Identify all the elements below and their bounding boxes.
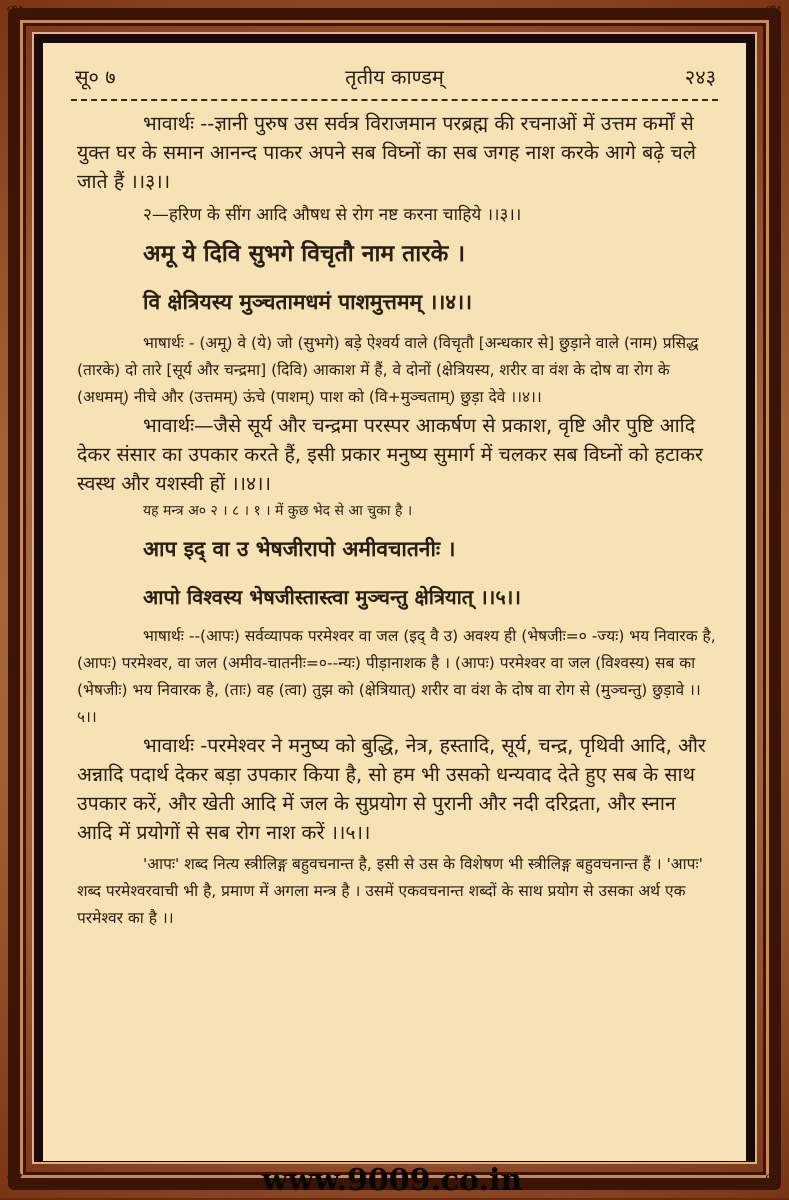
page-title: तृतीय काण्डम् — [345, 65, 444, 89]
grammar-note: 'आपः' शब्द नित्य स्त्रीलिङ्ग बहुवचनान्त है, इसी से उस के विशेषण भी स्त्रीलिङ्ग बहुवचनान्त हैं । 'आपः' शब्द परमेश्वरवाची भी है, प्रमाण में अगला मन्त्र है । उसमें एकवचनान्त शब्दों के साथ प्रयोग से उसका अर्थ एक परमेश्वर का है ।। — [77, 855, 703, 927]
footer-url — [0, 1164, 789, 1198]
reference-note: यह मन्त्र अ० २ । ८ । १ । में कुछ भेद से आ चुका है । — [143, 503, 413, 519]
sukta-number: सू० ७ — [75, 65, 116, 89]
mantra-line: अमू ये दिवि सुभगे विचृतौ नाम तारके । — [143, 240, 466, 267]
page-body — [77, 109, 716, 932]
bhavartha-paragraph: भावार्थः --ज्ञानी पुरुष उस सर्वत्र विराजमान परब्रह्म की रचनाओं में उत्तम कर्मों से युक्त घर के समान आनन्द पाकर अपने सब विघ्नों का सब जगह नाश करके आगे बढ़े चले जाते हैं ।।३।। — [77, 112, 697, 193]
scroll-ornament-icon: ❦ — [6, 2, 25, 27]
mantra-line: वि क्षेत्रियस्य मुञ्चतामधमं पाशमुत्तमम् ।।४।। — [143, 289, 473, 314]
mantra-line: आप इद् वा उ भेषजीरापो अमीवचातनीः । — [143, 536, 456, 561]
scroll-ornament-icon: ❦ — [764, 2, 783, 27]
bhasharth-paragraph: भाषार्थः --(आपः) सर्वव्यापक परमेश्वर वा जल (इद् वै उ) अवश्य ही (भेषजीः=० -ज्यः) भय निवारक है, (आपः) परमेश्वर, वा जल (अमीव-चातनीः=०--न्यः) पीड़ानाशक है । (आपः) परमेश्वर वा जल (विश्वस्य) सब का (भेषजीः) भय निवारक है, (ताः) वह (त्वा) तुझ को (क्षेत्रियात्) शरीर वा वंश के दोष वा रोग से (मुञ्चन्तु) छुड़ावे ।।५।। — [77, 627, 716, 726]
page-header — [69, 59, 720, 93]
header-divider — [71, 99, 718, 101]
book-page — [43, 43, 746, 1161]
bhavartha-paragraph: भावार्थः -परमेश्वर ने मनुष्य को बुद्धि, नेत्र, हस्तादि, सूर्य, चन्द्र, पृथिवी आदि, और अन्नादि पदार्थ देकर बड़ा उपकार किया है, सो हम भी उसको धन्यवाद देते हुए सब के साथ उपकार करें, और खेती आदि में जल के सुप्रयोग से पुरानी और नदी दरिद्रता, और स्नान आदि में प्रयोगों से सब रोग नाश करें ।।५।। — [77, 734, 706, 844]
website-url: www.9009.co.in — [262, 1163, 523, 1198]
topic-note: २—हरिण के सींग आदि औषध से रोग नष्ट करना चाहिये ।।३।। — [143, 205, 522, 225]
bhavartha-paragraph: भावार्थः—जैसे सूर्य और चन्द्रमा परस्पर आकर्षण से प्रकाश, वृष्टि और पुष्टि आदि देकर संसार का उपकार करते हैं, इसी प्रकार मनुष्य सुमार्ग में चलकर सब विघ्नों को हटाकर स्वस्थ और यशस्वी हों ।।४।। — [77, 414, 703, 495]
mantra-line: आपो विश्वस्य भेषजीस्तास्त्वा मुञ्चन्तु क्षेत्रियात् ।।५।। — [143, 585, 521, 609]
bhasharth-paragraph: भाषार्थः - (अमू) वे (ये) जो (सुभगे) बड़े ऐश्वर्य वाले (विचृतौ [अन्धकार से] छुड़ाने वाले (नाम) प्रसिद्ध (तारके) दो तारे [सूर्य और चन्द्रमा] (दिवि) आकाश में हैं, वे दोनों (क्षेत्रियस्य, शरीर वा वंश के दोष वा रोग के (अधमम्) नीचे और (उत्तमम्) ऊंचे (पाशम्) पाश को (वि+मुञ्चताम्) छुड़ा देवे ।।४।। — [77, 334, 699, 406]
flourish-icon: ☙ — [532, 1171, 551, 1195]
scroll-ornament-icon: ❦ — [6, 1170, 25, 1195]
scroll-ornament-icon: ❦ — [764, 1170, 783, 1195]
page-number: २४३ — [684, 65, 716, 89]
flourish-icon: ❧ — [238, 1171, 263, 1195]
